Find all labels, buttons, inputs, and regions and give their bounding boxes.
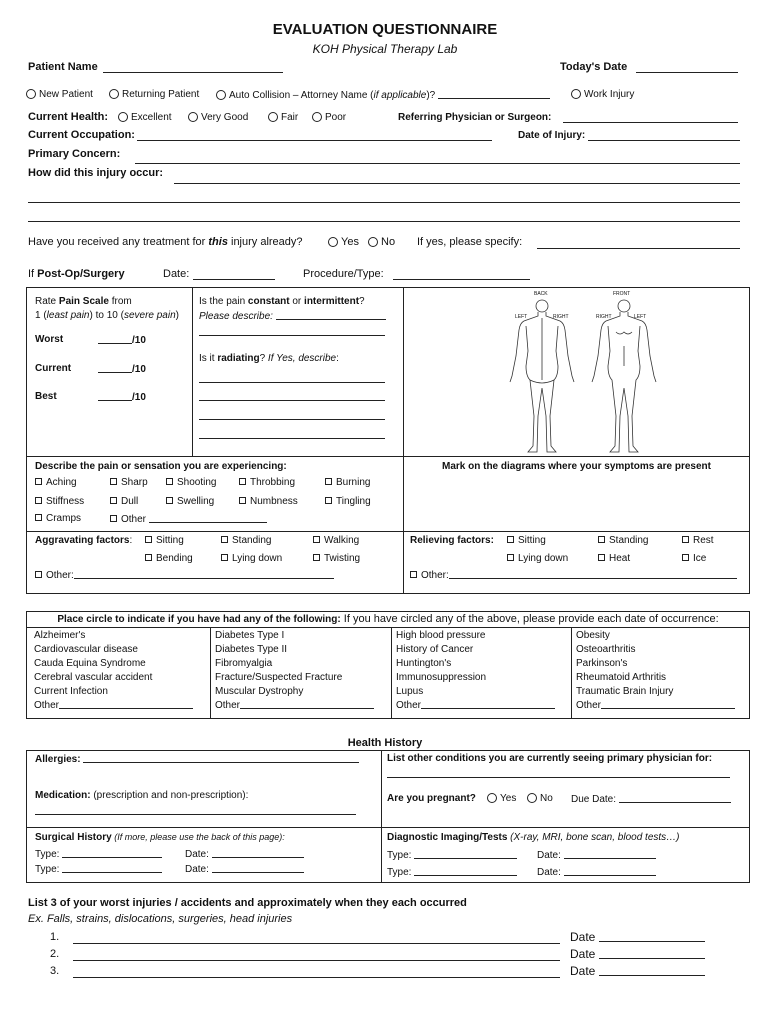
pregnant-yes-label: Yes — [500, 793, 517, 804]
pain-scale-from: from — [108, 296, 132, 307]
pain-range-severe: severe pain — [123, 310, 176, 321]
injury-date-field-1[interactable] — [599, 932, 705, 942]
condition-item[interactable]: Lupus — [396, 686, 424, 697]
imaging-type-label: Type: — [387, 850, 412, 861]
tingling-checkbox[interactable] — [325, 497, 332, 504]
radiating-field-4[interactable] — [199, 438, 385, 439]
todays-date-field[interactable] — [636, 72, 738, 73]
radiating-if-yes: If Yes, describe — [267, 353, 337, 364]
agg-twisting-checkbox[interactable] — [313, 554, 320, 561]
shooting-checkbox[interactable] — [166, 478, 173, 485]
form-title: EVALUATION QUESTIONNAIRE — [272, 21, 498, 38]
injury-date-field-2[interactable] — [599, 949, 705, 959]
auto-collision-radio[interactable] — [216, 90, 226, 100]
surgical-date-label: Date: — [185, 864, 209, 875]
agg-standing-checkbox[interactable] — [221, 536, 228, 543]
pain-range-b: ) to 10 ( — [89, 310, 124, 321]
health-poor-radio[interactable] — [312, 112, 322, 122]
condition-item[interactable]: Parkinson's — [576, 658, 628, 669]
condition-other-field[interactable] — [601, 699, 735, 709]
cramps-checkbox[interactable] — [35, 514, 42, 521]
condition-item[interactable]: Huntington's — [396, 658, 452, 669]
other-conditions-label: List other conditions you are currently seeing primary physician for: — [387, 753, 713, 764]
current-health-label: Current Health: — [28, 111, 109, 123]
treatment-question: Have you received any treatment for — [28, 236, 209, 248]
due-date-field[interactable] — [619, 793, 731, 803]
auto-collision-label: Auto Collision – Attorney Name ( — [229, 90, 374, 101]
pregnant-label: Are you pregnant? — [387, 793, 476, 804]
allergies-field[interactable] — [83, 753, 359, 763]
agg-walking-label: Walking — [324, 535, 360, 546]
injury-field-2[interactable] — [73, 960, 560, 961]
medication-label: Medication: — [35, 790, 91, 801]
postop-label: Post-Op/Surgery — [37, 268, 125, 280]
rel-ice-checkbox[interactable] — [682, 554, 689, 561]
radiating-field-3[interactable] — [199, 419, 385, 420]
allergies-label: Allergies: — [35, 754, 81, 765]
condition-item[interactable]: Fibromyalgia — [215, 658, 273, 669]
pregnant-yes-radio[interactable] — [487, 793, 497, 803]
treatment-specify-label: If yes, please specify: — [417, 236, 523, 248]
auto-collision-end: )? — [426, 90, 436, 101]
injuries-example: Ex. Falls, strains, dislocations, surgeries, head injuries — [28, 913, 293, 925]
condition-item[interactable]: Current Infection — [34, 686, 108, 697]
condition-item[interactable]: Cardiovascular disease — [34, 644, 138, 655]
surgical-date-label: Date: — [185, 849, 209, 860]
pain-current-field[interactable] — [98, 363, 132, 373]
todays-date-label: Today's Date — [560, 61, 628, 73]
injury-date-label-3: Date — [570, 964, 596, 978]
condition-item[interactable]: Muscular Dystrophy — [215, 686, 304, 697]
cramps-label: Cramps — [46, 513, 82, 524]
condition-item[interactable]: Fracture/Suspected Fracture — [215, 672, 343, 683]
rel-rest-checkbox[interactable] — [682, 536, 689, 543]
injury-field-1[interactable] — [73, 943, 560, 944]
injuries-title: List 3 of your worst injuries / accidents and approximately when they each occurred — [28, 897, 467, 909]
pain-worst-label: Worst — [35, 334, 64, 345]
primary-concern-label: Primary Concern: — [28, 148, 121, 160]
rel-lying-checkbox[interactable] — [507, 554, 514, 561]
pain-best-label: Best — [35, 391, 57, 402]
condition-item[interactable]: Rheumatoid Arthritis — [576, 672, 667, 683]
condition-item[interactable]: Diabetes Type I — [215, 630, 285, 641]
body-diagram[interactable] — [490, 296, 680, 456]
treatment-question-end: injury already? — [227, 236, 303, 248]
injury-number-2: 2. — [50, 948, 60, 960]
procedure-field[interactable] — [393, 279, 530, 280]
health-excellent-radio[interactable] — [118, 112, 128, 122]
condition-other-label: Other — [576, 700, 602, 711]
condition-other-field[interactable] — [421, 699, 555, 709]
shooting-label: Shooting — [177, 477, 217, 488]
rel-standing-label: Standing — [609, 535, 649, 546]
agg-other-field[interactable] — [74, 569, 334, 579]
rel-sitting-checkbox[interactable] — [507, 536, 514, 543]
injury-date-label-1: Date — [570, 930, 596, 944]
condition-item[interactable]: Alzheimer's — [34, 630, 86, 641]
rel-other-checkbox[interactable] — [410, 571, 417, 578]
condition-item[interactable]: High blood pressure — [396, 630, 486, 641]
condition-item[interactable]: Traumatic Brain Injury — [576, 686, 674, 697]
current-occupation-field[interactable] — [137, 140, 492, 141]
relieving-label: Relieving factors: — [410, 535, 494, 546]
diagram-front-label: FRONT — [613, 291, 631, 297]
new-patient-radio[interactable] — [26, 89, 36, 99]
imaging-date-field-1[interactable] — [564, 849, 656, 859]
date-of-injury-field[interactable] — [588, 140, 740, 141]
returning-patient-radio[interactable] — [109, 89, 119, 99]
diagram-instruction: Mark on the diagrams where your symptoms are present — [442, 461, 711, 472]
sharp-label: Sharp — [121, 477, 148, 488]
rel-rest-label: Rest — [693, 535, 714, 546]
agg-walking-checkbox[interactable] — [313, 536, 320, 543]
form-subtitle: KOH Physical Therapy Lab — [312, 42, 458, 56]
condition-other-label: Other — [34, 700, 60, 711]
pain-range-c: ) — [175, 310, 179, 321]
treatment-yes-radio[interactable] — [328, 237, 338, 247]
treatment-no-label: No — [381, 236, 396, 248]
sensation-other-field[interactable] — [149, 513, 267, 523]
agg-lying-checkbox[interactable] — [221, 554, 228, 561]
health-excellent-label: Excellent — [131, 112, 172, 123]
agg-twisting-label: Twisting — [324, 553, 361, 564]
intermittent-word: intermittent — [304, 296, 360, 307]
agg-other-label: Other: — [46, 570, 74, 581]
treatment-no-radio[interactable] — [368, 237, 378, 247]
pain-range-least: least pain — [46, 310, 90, 321]
pain-best-field[interactable] — [98, 391, 132, 401]
agg-bending-label: Bending — [156, 553, 193, 564]
sensation-label: Describe the pain or sensation you are experiencing: — [35, 461, 287, 472]
surgical-date-field-1[interactable] — [212, 848, 304, 858]
conditions-instruction: Place circle to indicate if you have had any of the following: — [57, 614, 341, 625]
rel-sitting-label: Sitting — [518, 535, 546, 546]
pain-current-label: Current — [35, 363, 72, 374]
diagram-front-right-label: RIGHT — [596, 314, 612, 320]
medication-note: (prescription and non-prescription): — [90, 790, 249, 801]
radiating-field-1[interactable] — [199, 382, 385, 383]
date-of-injury-label: Date of Injury: — [518, 130, 586, 141]
rel-heat-checkbox[interactable] — [598, 554, 605, 561]
how-injury-field-2[interactable] — [28, 202, 740, 203]
imaging-date-label: Date: — [537, 850, 561, 861]
imaging-type-label: Type: — [387, 867, 412, 878]
aching-label: Aching — [46, 477, 77, 488]
rel-ice-label: Ice — [693, 553, 707, 564]
imaging-type-field-1[interactable] — [414, 849, 517, 859]
pain-scale-emphasis: Pain Scale — [58, 296, 109, 307]
medication-field[interactable] — [35, 814, 356, 815]
postop-date-field[interactable] — [193, 279, 275, 280]
referring-physician-label: Referring Physician or Surgeon: — [398, 112, 552, 123]
work-injury-label: Work Injury — [584, 89, 635, 100]
burning-label: Burning — [336, 477, 371, 488]
condition-other-field[interactable] — [59, 699, 193, 709]
describe-label: Please describe: — [199, 311, 273, 322]
swelling-checkbox[interactable] — [166, 497, 173, 504]
treatment-yes-label: Yes — [341, 236, 359, 248]
health-very-good-radio[interactable] — [188, 112, 198, 122]
constant-word: constant — [247, 296, 290, 307]
pain-worst-field[interactable] — [98, 334, 132, 344]
rel-other-label: Other: — [421, 570, 449, 581]
surgical-date-field-2[interactable] — [212, 863, 304, 873]
agg-standing-label: Standing — [232, 535, 272, 546]
procedure-label: Procedure/Type: — [303, 268, 384, 280]
agg-sitting-checkbox[interactable] — [145, 536, 152, 543]
agg-other-checkbox[interactable] — [35, 571, 42, 578]
or-word: or — [289, 296, 305, 307]
radiating-q: ? — [259, 353, 268, 364]
agg-bending-checkbox[interactable] — [145, 554, 152, 561]
agg-sitting-label: Sitting — [156, 535, 184, 546]
throbbing-checkbox[interactable] — [239, 478, 246, 485]
stiffness-label: Stiffness — [46, 496, 85, 507]
imaging-date-label: Date: — [537, 867, 561, 878]
surgical-history-note: (If more, please use the back of this page): — [111, 832, 285, 842]
surgical-type-label: Type: — [35, 849, 60, 860]
work-injury-radio[interactable] — [571, 89, 581, 99]
burning-checkbox[interactable] — [325, 478, 332, 485]
pain-range-a: 1 ( — [35, 310, 47, 321]
rel-other-field[interactable] — [449, 569, 737, 579]
health-fair-label: Fair — [281, 112, 299, 123]
tingling-label: Tingling — [336, 496, 371, 507]
other-conditions-field[interactable] — [387, 777, 730, 778]
dull-checkbox[interactable] — [110, 497, 117, 504]
condition-other-field[interactable] — [240, 699, 374, 709]
sharp-checkbox[interactable] — [110, 478, 117, 485]
how-injury-label: How did this injury occur: — [28, 167, 164, 179]
condition-item[interactable]: Osteoarthritis — [576, 644, 636, 655]
radiating-word: radiating — [217, 353, 260, 364]
condition-item[interactable]: Cerebral vascular accident — [34, 672, 153, 683]
radiating-question: Is it — [199, 353, 218, 364]
pain-best-out-of: /10 — [132, 392, 146, 403]
injury-date-field-3[interactable] — [599, 966, 705, 976]
returning-patient-label: Returning Patient — [122, 89, 200, 100]
diagram-back-label: BACK — [534, 291, 548, 297]
condition-item[interactable]: Diabetes Type II — [215, 644, 288, 655]
injury-date-label-2: Date — [570, 947, 596, 961]
condition-item[interactable]: Immunosuppression — [396, 672, 487, 683]
due-date-label: Due Date: — [571, 794, 617, 805]
describe-field[interactable] — [276, 310, 386, 320]
how-injury-field-1[interactable] — [174, 183, 740, 184]
injury-number-1: 1. — [50, 931, 60, 943]
health-poor-label: Poor — [325, 112, 347, 123]
treatment-specify-field[interactable] — [537, 248, 740, 249]
throbbing-label: Throbbing — [250, 477, 296, 488]
attorney-name-field[interactable] — [438, 89, 550, 99]
condition-other-label: Other — [396, 700, 422, 711]
condition-other-label: Other — [215, 700, 241, 711]
new-patient-label: New Patient — [39, 89, 93, 100]
pregnant-no-radio[interactable] — [527, 793, 537, 803]
health-fair-radio[interactable] — [268, 112, 278, 122]
surgical-type-label: Type: — [35, 864, 60, 875]
rel-standing-checkbox[interactable] — [598, 536, 605, 543]
condition-item[interactable]: Cauda Equina Syndrome — [34, 658, 146, 669]
injury-field-3[interactable] — [73, 977, 560, 978]
referring-physician-field[interactable] — [563, 122, 738, 123]
imaging-note: (X-ray, MRI, bone scan, blood tests…) — [507, 832, 680, 843]
agg-lying-label: Lying down — [232, 553, 283, 564]
current-occupation-label: Current Occupation: — [28, 129, 135, 141]
dull-label: Dull — [121, 496, 139, 507]
treatment-question-emphasis: this — [208, 236, 228, 248]
aggravating-colon: : — [129, 535, 133, 546]
surgical-history-label: Surgical History — [35, 832, 112, 843]
numbness-checkbox[interactable] — [239, 497, 246, 504]
numbness-label: Numbness — [250, 496, 298, 507]
conditions-dates-instruction: If you have circled any of the above, please provide each date of occurrence: — [340, 613, 719, 625]
auto-collision-note: if applicable — [373, 90, 427, 101]
sensation-other-label: Other — [121, 514, 147, 525]
describe-field-2[interactable] — [199, 335, 385, 336]
patient-name-field[interactable] — [103, 72, 283, 73]
pain-scale-label: Rate — [35, 296, 59, 307]
swelling-label: Swelling — [177, 496, 215, 507]
rel-heat-label: Heat — [609, 553, 631, 564]
health-very-good-label: Very Good — [201, 112, 249, 123]
imaging-date-field-2[interactable] — [564, 866, 656, 876]
pain-current-out-of: /10 — [132, 364, 146, 375]
primary-concern-field[interactable] — [135, 163, 740, 164]
postop-date-label: Date: — [163, 268, 190, 280]
radiating-field-2[interactable] — [199, 400, 385, 401]
pregnant-no-label: No — [540, 793, 553, 804]
patient-name-label: Patient Name — [28, 61, 98, 73]
diagram-front-left-label: LEFT — [634, 314, 647, 320]
imaging-label: Diagnostic Imaging/Tests — [387, 832, 508, 843]
radiating-colon: : — [336, 353, 339, 364]
pain-worst-out-of: /10 — [132, 335, 146, 346]
rel-lying-label: Lying down — [518, 553, 569, 564]
sensation-other-checkbox[interactable] — [110, 515, 117, 522]
condition-item[interactable]: Obesity — [576, 630, 610, 641]
postop-if: If — [28, 268, 38, 280]
question-mark: ? — [359, 296, 365, 307]
health-history-title: Health History — [347, 737, 423, 749]
aggravating-label: Aggravating factors — [35, 535, 130, 546]
surgical-type-field-1[interactable] — [62, 848, 162, 858]
diagram-back-left-label: LEFT — [515, 314, 528, 320]
condition-item[interactable]: History of Cancer — [396, 644, 474, 655]
stiffness-checkbox[interactable] — [35, 497, 42, 504]
how-injury-field-3[interactable] — [28, 221, 740, 222]
imaging-type-field-2[interactable] — [414, 866, 517, 876]
aching-checkbox[interactable] — [35, 478, 42, 485]
injury-number-3: 3. — [50, 965, 60, 977]
diagram-back-right-label: RIGHT — [553, 314, 569, 320]
surgical-type-field-2[interactable] — [62, 863, 162, 873]
constant-question: Is the pain — [199, 296, 248, 307]
